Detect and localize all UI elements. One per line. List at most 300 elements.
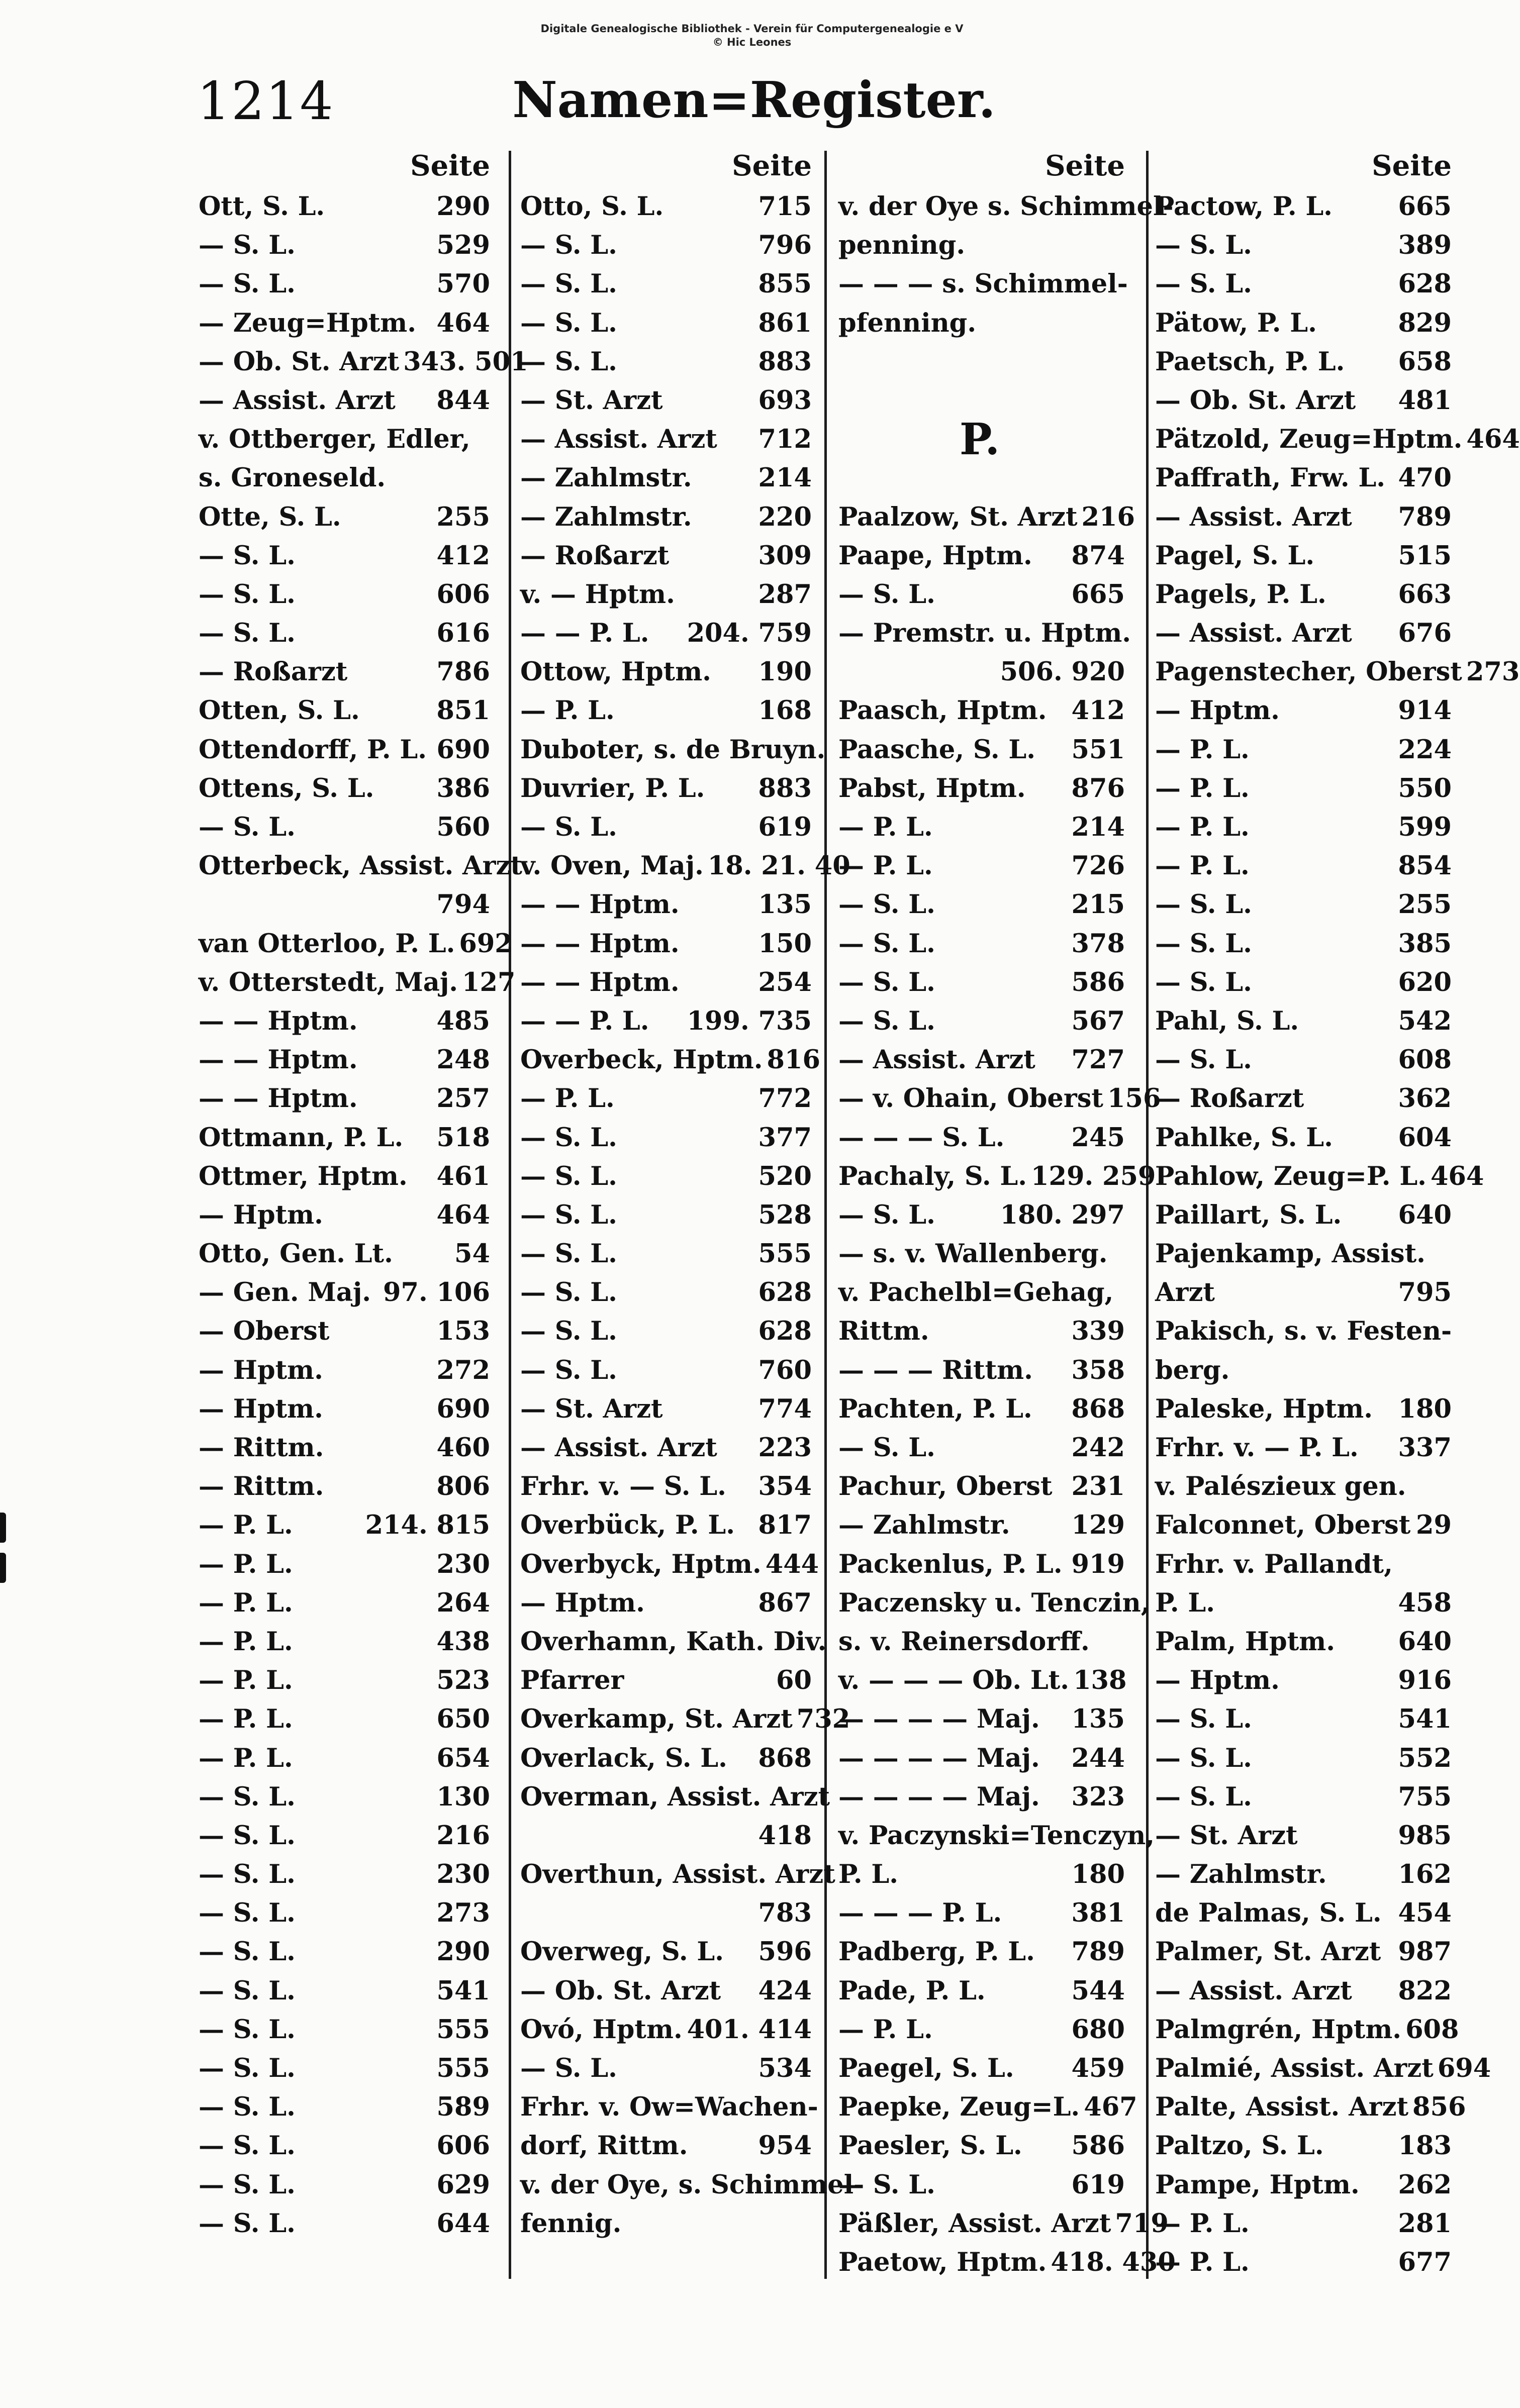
entry-name: — Assist. Arzt: [199, 385, 396, 416]
entry-name: s. Groneseld.: [199, 463, 386, 493]
entry-name: — P. L.: [199, 1626, 293, 1657]
entry-page: 264: [436, 1587, 490, 1618]
entry-name: — Ob. St. Arzt: [520, 1975, 721, 2006]
entry-page: 640: [1398, 1626, 1452, 1657]
entry-page: 829: [1398, 308, 1452, 338]
entry-page: 640: [1398, 1199, 1452, 1230]
entry-name: Pakisch, s. v. Festen-: [1155, 1316, 1452, 1347]
entry-name: — Hptm.: [520, 1587, 645, 1618]
index-entry: [520, 1894, 812, 1933]
entry-page: 854: [1398, 851, 1452, 881]
entry-name: — Assist. Arzt: [1155, 501, 1352, 532]
index-entry: [1155, 498, 1452, 537]
index-entry: [199, 1351, 490, 1390]
entry-page: 806: [436, 1471, 490, 1502]
index-entry: [520, 963, 812, 1002]
entry-name: Palmgrén, Hptm.: [1155, 2014, 1402, 2045]
index-entry: [520, 1545, 819, 1584]
entry-name: Frhr. v. Ow=Wachen-: [520, 2092, 818, 2123]
entry-page: 856: [1412, 2092, 1466, 2123]
index-entry: [520, 1506, 812, 1545]
entry-page: 60: [776, 1665, 812, 1696]
entry-page: 180. 297: [1000, 1199, 1125, 1230]
index-entry: [1155, 1855, 1452, 1894]
column-divider: [824, 151, 827, 2279]
entry-name: — S. L.: [838, 889, 935, 920]
entry-page: 18. 21. 40: [707, 851, 850, 881]
entry-page: 412: [436, 540, 490, 571]
entry-name: — S. L.: [199, 1937, 296, 1967]
index-entry: [520, 1623, 827, 1661]
entry-name: — P. L.: [838, 851, 933, 881]
index-entry: [199, 1933, 490, 1971]
entry-name: — Gen. Maj.: [199, 1277, 371, 1308]
index-entry: [838, 1778, 1125, 1817]
entry-name: — P. L.: [520, 1083, 615, 1114]
entry-name: v. Oven, Maj.: [520, 851, 704, 881]
entry-page: 520: [758, 1161, 812, 1191]
entry-page: 868: [1071, 1393, 1125, 1424]
entry-page: 515: [1398, 540, 1452, 571]
entry-name: — — — — Maj.: [838, 1781, 1040, 1812]
entry-page: 604: [1398, 1122, 1452, 1153]
entry-name: — Ob. St. Arzt: [1155, 385, 1356, 416]
entry-name: — P. L.: [199, 1587, 293, 1618]
entry-name: — S. L.: [199, 269, 296, 299]
entry-name: Pahlow, Zeug=P. L.: [1155, 1161, 1427, 1191]
entry-name: — S. L.: [520, 1355, 617, 1385]
entry-name: Paesler, S. L.: [838, 2131, 1022, 2161]
entry-page: 242: [1071, 1433, 1125, 1463]
entry-page: 262: [1398, 2169, 1452, 2200]
entry-name: v. Otterstedt, Maj.: [199, 967, 458, 997]
index-entry: [199, 381, 490, 420]
entry-page: 732: [796, 1704, 850, 1735]
entry-page: 816: [767, 1045, 820, 1075]
entry-page: 665: [1398, 191, 1452, 222]
entry-page: 412: [1071, 695, 1125, 726]
entry-name: Pahlke, S. L.: [1155, 1122, 1333, 1153]
entry-name: — S. L.: [199, 2208, 296, 2239]
entry-page: 54: [454, 1239, 490, 1269]
entry-page: 620: [1398, 967, 1452, 997]
index-entry: [199, 1429, 490, 1467]
index-entry: [520, 691, 812, 730]
entry-page: 552: [1398, 1743, 1452, 1773]
index-entry: [520, 537, 812, 575]
entry-name: Palm, Hptm.: [1155, 1626, 1335, 1657]
index-entry: [199, 537, 490, 575]
entry-name: Paillart, S. L.: [1155, 1199, 1342, 1230]
index-entry: [199, 925, 513, 963]
index-entry: [838, 1506, 1125, 1545]
entry-name: Overman, Assist. Arzt: [520, 1781, 830, 1812]
entry-name: — S. L.: [199, 579, 296, 610]
index-entry: [1155, 731, 1452, 769]
entry-page: 215: [1071, 889, 1125, 920]
entry-name: Falconnet, Oberst: [1155, 1510, 1411, 1541]
entry-name: Paasche, S. L.: [838, 734, 1036, 765]
entry-name: v. Palészieux gen.: [1155, 1471, 1406, 1502]
index-entry: [199, 1545, 490, 1584]
index-entry: [838, 1041, 1125, 1079]
entry-page: 541: [1398, 1704, 1452, 1735]
index-entry: [520, 1467, 812, 1506]
entry-page: 418. 430: [1051, 2247, 1176, 2277]
entry-name: — S. L.: [199, 1898, 296, 1929]
entry-name: Rittm.: [838, 1316, 929, 1347]
index-column-4: [1155, 149, 1520, 2282]
entry-name: — P. L.: [520, 695, 615, 726]
entry-name: P. L.: [1155, 1587, 1215, 1618]
index-entry: [1155, 1079, 1452, 1118]
entry-name: — S. L.: [199, 2053, 296, 2083]
entry-name: — — — s. Schimmel-: [838, 269, 1128, 299]
index-entry: [199, 691, 490, 730]
entry-name: — P. L.: [838, 812, 933, 842]
index-entry: [199, 963, 516, 1002]
entry-page: 822: [1398, 1975, 1452, 2006]
index-entry: [1155, 1894, 1452, 1933]
index-entry: [199, 1196, 490, 1235]
entry-page: 127: [462, 967, 516, 997]
entry-name: Ottmann, P. L.: [199, 1122, 404, 1153]
index-entry: [199, 1778, 490, 1817]
entry-page: 460: [436, 1433, 490, 1463]
index-entry: [838, 414, 1125, 465]
entry-page: 550: [1398, 773, 1452, 804]
entry-page: 786: [436, 657, 490, 687]
entry-page: 919: [1071, 1549, 1125, 1579]
entry-name: — S. L.: [1155, 889, 1252, 920]
entry-name: Pagel, S. L.: [1155, 540, 1315, 571]
entry-page: 844: [436, 385, 490, 416]
entry-name: — S. L.: [199, 812, 296, 842]
entry-name: Paasch, Hptm.: [838, 695, 1047, 726]
index-entry: [838, 304, 1125, 343]
entry-name: — S. L.: [1155, 269, 1252, 299]
entry-name: — Assist. Arzt: [520, 1433, 717, 1463]
index-entry: [199, 1467, 490, 1506]
entry-name: Pachten, P. L.: [838, 1393, 1032, 1424]
entry-name: Pactow, P. L.: [1155, 191, 1333, 222]
index-entry: [1155, 1041, 1452, 1079]
entry-page: 464: [1466, 424, 1520, 455]
entry-page: 544: [1071, 1975, 1125, 2006]
entry-name: — S. L.: [199, 2014, 296, 2045]
entry-name: — S. L.: [199, 540, 296, 571]
entry-name: Pajenkamp, Assist.: [1155, 1239, 1426, 1269]
entry-page: 650: [436, 1704, 490, 1735]
entry-name: — — — — Maj.: [838, 1743, 1040, 1773]
entry-name: Otto, Gen. Lt.: [199, 1239, 393, 1269]
index-entry: [199, 343, 528, 381]
entry-page: 129: [1071, 1510, 1125, 1541]
entry-page: 772: [758, 1083, 812, 1114]
entry-name: — s. v. Wallenberg.: [838, 1239, 1108, 1269]
index-entry: [1155, 1351, 1452, 1390]
entry-page: 616: [436, 618, 490, 649]
index-entry: [838, 1739, 1125, 1778]
entry-name: — S. L.: [520, 1161, 617, 1191]
index-entry: [199, 1894, 490, 1933]
index-entry: [1155, 1235, 1452, 1273]
entry-name: — S. L.: [199, 230, 296, 261]
index-entry: [1155, 925, 1452, 963]
entry-name: Otterbeck, Assist. Arzt: [199, 851, 522, 881]
entry-name: — S. L.: [838, 1433, 935, 1463]
entry-page: 861: [758, 308, 812, 338]
index-entry: [1155, 1545, 1452, 1584]
entry-name: — P. L.: [1155, 812, 1250, 842]
index-entry: [520, 808, 812, 847]
entry-name: s. v. Reinersdorff.: [838, 1626, 1090, 1657]
index-entry: [1155, 1506, 1452, 1545]
entry-page: 677: [1398, 2247, 1452, 2277]
index-entry: [1155, 847, 1452, 885]
entry-name: — Ob. St. Arzt: [199, 346, 400, 377]
entry-name: — S. L.: [199, 2092, 296, 2123]
entry-name: — S. L.: [1155, 1704, 1252, 1735]
entry-name: van Otterloo, P. L.: [199, 928, 455, 959]
index-entry: [838, 769, 1125, 808]
entry-page: 542: [1398, 1006, 1452, 1036]
entry-page: 555: [758, 1239, 812, 1269]
index-entry: [199, 2127, 490, 2165]
entry-page: 223: [758, 1433, 812, 1463]
entry-name: Paczensky u. Tenczin,: [838, 1587, 1150, 1618]
entry-name: penning.: [838, 230, 966, 261]
entry-page: 459: [1071, 2053, 1125, 2083]
index-entry: [1155, 2127, 1452, 2165]
entry-page: 156: [1107, 1083, 1161, 1114]
index-entry: [838, 1390, 1125, 1429]
library-watermark: [0, 22, 1504, 49]
index-entry: [1155, 2088, 1466, 2127]
entry-name: — Roßarzt: [199, 657, 348, 687]
entry-name: Overbyck, Hptm.: [520, 1549, 762, 1579]
entry-name: — — — S. L.: [838, 1122, 1005, 1153]
index-entry: [1155, 537, 1452, 575]
entry-name: Otto, S. L.: [520, 191, 664, 222]
index-entry: [838, 1235, 1125, 1273]
index-entry: [520, 614, 812, 653]
entry-name: Overthun, Assist. Arzt: [520, 1859, 835, 1890]
entry-page: 135: [758, 889, 812, 920]
entry-name: — P. L.: [1155, 2247, 1250, 2277]
index-entry: [838, 691, 1125, 730]
entry-name: — S. L.: [838, 967, 935, 997]
index-entry: [1155, 381, 1452, 420]
entry-name: — Hptm.: [199, 1393, 323, 1424]
index-entry: [520, 847, 850, 885]
entry-name: — — Hptm.: [520, 928, 680, 959]
index-entry: [520, 925, 812, 963]
entry-page: 883: [758, 773, 812, 804]
entry-name: Ottow, Hptm.: [520, 657, 711, 687]
entry-name: — S. L.: [520, 1199, 617, 1230]
entry-name: — — Hptm.: [520, 889, 680, 920]
entry-page: 715: [758, 191, 812, 222]
entry-name: de Palmas, S. L.: [1155, 1898, 1382, 1929]
page-title: Namen=Register.: [512, 71, 996, 129]
entry-name: — S. L.: [1155, 967, 1252, 997]
entry-page: 481: [1398, 385, 1452, 416]
entry-page: 273: [1466, 657, 1520, 687]
index-entry: [520, 885, 812, 924]
index-entry: [199, 459, 490, 497]
entry-name: — S. L.: [838, 2169, 935, 2200]
index-entry: [1155, 1157, 1484, 1196]
index-entry: [199, 2088, 490, 2127]
entry-page: 381: [1071, 1898, 1125, 1929]
entry-page: 245: [1071, 1122, 1125, 1153]
entry-name: Overbück, P. L.: [520, 1510, 735, 1541]
entry-page: 97. 106: [383, 1277, 490, 1308]
entry-page: 273: [436, 1898, 490, 1929]
index-entry: [1155, 769, 1452, 808]
entry-name: — P. L.: [1155, 2208, 1250, 2239]
index-entry: [199, 1661, 490, 1700]
index-entry: [520, 1235, 812, 1273]
index-entry: [199, 1623, 490, 1661]
index-entry: [520, 653, 812, 691]
entry-name: — St. Arzt: [520, 1393, 663, 1424]
entry-page: 464: [436, 308, 490, 338]
entry-name: P.: [959, 414, 1000, 465]
entry-name: Ottmer, Hptm.: [199, 1161, 408, 1191]
entry-page: 719: [1115, 2208, 1169, 2239]
entry-page: 214: [1071, 812, 1125, 842]
entry-page: 541: [436, 1975, 490, 2006]
entry-page: 789: [1398, 501, 1452, 532]
entry-page: 506. 920: [1000, 657, 1125, 687]
entry-page: 337: [1398, 1433, 1452, 1463]
entry-name: — S. L.: [199, 1820, 296, 1851]
index-entry: [199, 653, 490, 691]
index-entry: [199, 847, 522, 885]
entry-name: — Assist. Arzt: [1155, 618, 1352, 649]
index-entry: [1155, 1467, 1452, 1506]
entry-page: 567: [1071, 1006, 1125, 1036]
index-entry: [838, 1196, 1125, 1235]
index-entry: [838, 1855, 1125, 1894]
entry-name: — P. L.: [199, 1549, 293, 1579]
entry-name: Padberg, P. L.: [838, 1937, 1035, 1967]
entry-page: 180: [1071, 1859, 1125, 1890]
scan-edge-mark: [0, 1513, 6, 1543]
index-entry: [838, 537, 1125, 575]
entry-page: 727: [1071, 1045, 1125, 1075]
entry-name: — S. L.: [520, 1277, 617, 1308]
entry-page: 444: [765, 1549, 819, 1579]
index-column-3: [838, 149, 1176, 2282]
index-entry: [838, 963, 1125, 1002]
entry-name: berg.: [1155, 1355, 1230, 1385]
index-entry: [199, 885, 490, 924]
entry-name: Paltzo, S. L.: [1155, 2131, 1324, 2161]
entry-page: 555: [436, 2053, 490, 2083]
entry-name: — Zeug=Hptm.: [199, 308, 417, 338]
index-entry: [199, 769, 490, 808]
entry-name: — S. L.: [1155, 928, 1252, 959]
index-entry: [838, 1584, 1150, 1623]
entry-page: 467: [1084, 2092, 1137, 2123]
entry-page: 654: [436, 1743, 490, 1773]
index-entry: [199, 1584, 490, 1623]
entry-page: 230: [436, 1859, 490, 1890]
entry-page: 220: [758, 501, 812, 532]
entry-name: — Oberst: [199, 1316, 330, 1347]
entry-page: 248: [436, 1045, 490, 1075]
entry-page: 309: [758, 540, 812, 571]
entry-name: — Assist. Arzt: [1155, 1975, 1352, 2006]
entry-name: — Zahlmstr.: [520, 463, 692, 493]
index-entry: [199, 614, 490, 653]
entry-page: 29: [1416, 1510, 1452, 1541]
entry-name: — — — Rittm.: [838, 1355, 1033, 1385]
index-entry: [838, 808, 1125, 847]
entry-page: 608: [1405, 2014, 1459, 2045]
index-entry: [1155, 1778, 1452, 1817]
index-entry: [1155, 575, 1452, 614]
entry-name: — Hptm.: [1155, 695, 1280, 726]
entry-name: — Zahlmstr.: [520, 501, 692, 532]
entry-name: — S. L.: [1155, 230, 1252, 261]
entry-name: Pabst, Hptm.: [838, 773, 1026, 804]
entry-page: 272: [436, 1355, 490, 1385]
entry-name: — S. L.: [520, 2053, 617, 2083]
index-entry: [1155, 614, 1452, 653]
index-entry: [520, 459, 812, 497]
entry-page: 216: [436, 1820, 490, 1851]
index-entry: [1155, 885, 1452, 924]
index-entry: [838, 2049, 1125, 2088]
index-entry: [520, 1661, 812, 1700]
entry-page: 774: [758, 1393, 812, 1424]
entry-page: 606: [436, 2131, 490, 2161]
entry-page: 255: [436, 501, 490, 532]
index-entry: [520, 2127, 812, 2165]
index-entry: [520, 498, 812, 537]
entry-name: — St. Arzt: [520, 385, 663, 416]
entry-page: 690: [436, 1393, 490, 1424]
page-number: 1214: [197, 70, 334, 132]
entry-page: 254: [758, 967, 812, 997]
entry-name: — S. L.: [838, 1006, 935, 1036]
index-entry: [199, 498, 490, 537]
entry-name: Pagenstecher, Oberst: [1155, 657, 1462, 687]
entry-name: Frhr. v. Pallandt,: [1155, 1549, 1393, 1579]
index-entry: [838, 498, 1135, 537]
entry-page: 783: [758, 1898, 812, 1929]
entry-name: v. der Oye s. Schimmel-: [838, 191, 1174, 222]
index-entry: [199, 1855, 490, 1894]
entry-name: fennig.: [520, 2208, 622, 2239]
entry-name: P. L.: [838, 1859, 899, 1890]
entry-name: — S. L.: [199, 1859, 296, 1890]
index-entry: [838, 1273, 1125, 1312]
entry-page: 596: [758, 1937, 812, 1967]
entry-page: 180: [1398, 1393, 1452, 1424]
entry-name: Palmer, St. Arzt: [1155, 1937, 1381, 1967]
entry-name: Pätzold, Zeug=Hptm.: [1155, 424, 1463, 455]
entry-name: — S. L.: [838, 1199, 935, 1230]
index-entry: [199, 1157, 490, 1196]
entry-name: Ovó, Hptm.: [520, 2014, 683, 2045]
entry-page: 244: [1071, 1743, 1125, 1773]
entry-name: Overweg, S. L.: [520, 1937, 724, 1967]
